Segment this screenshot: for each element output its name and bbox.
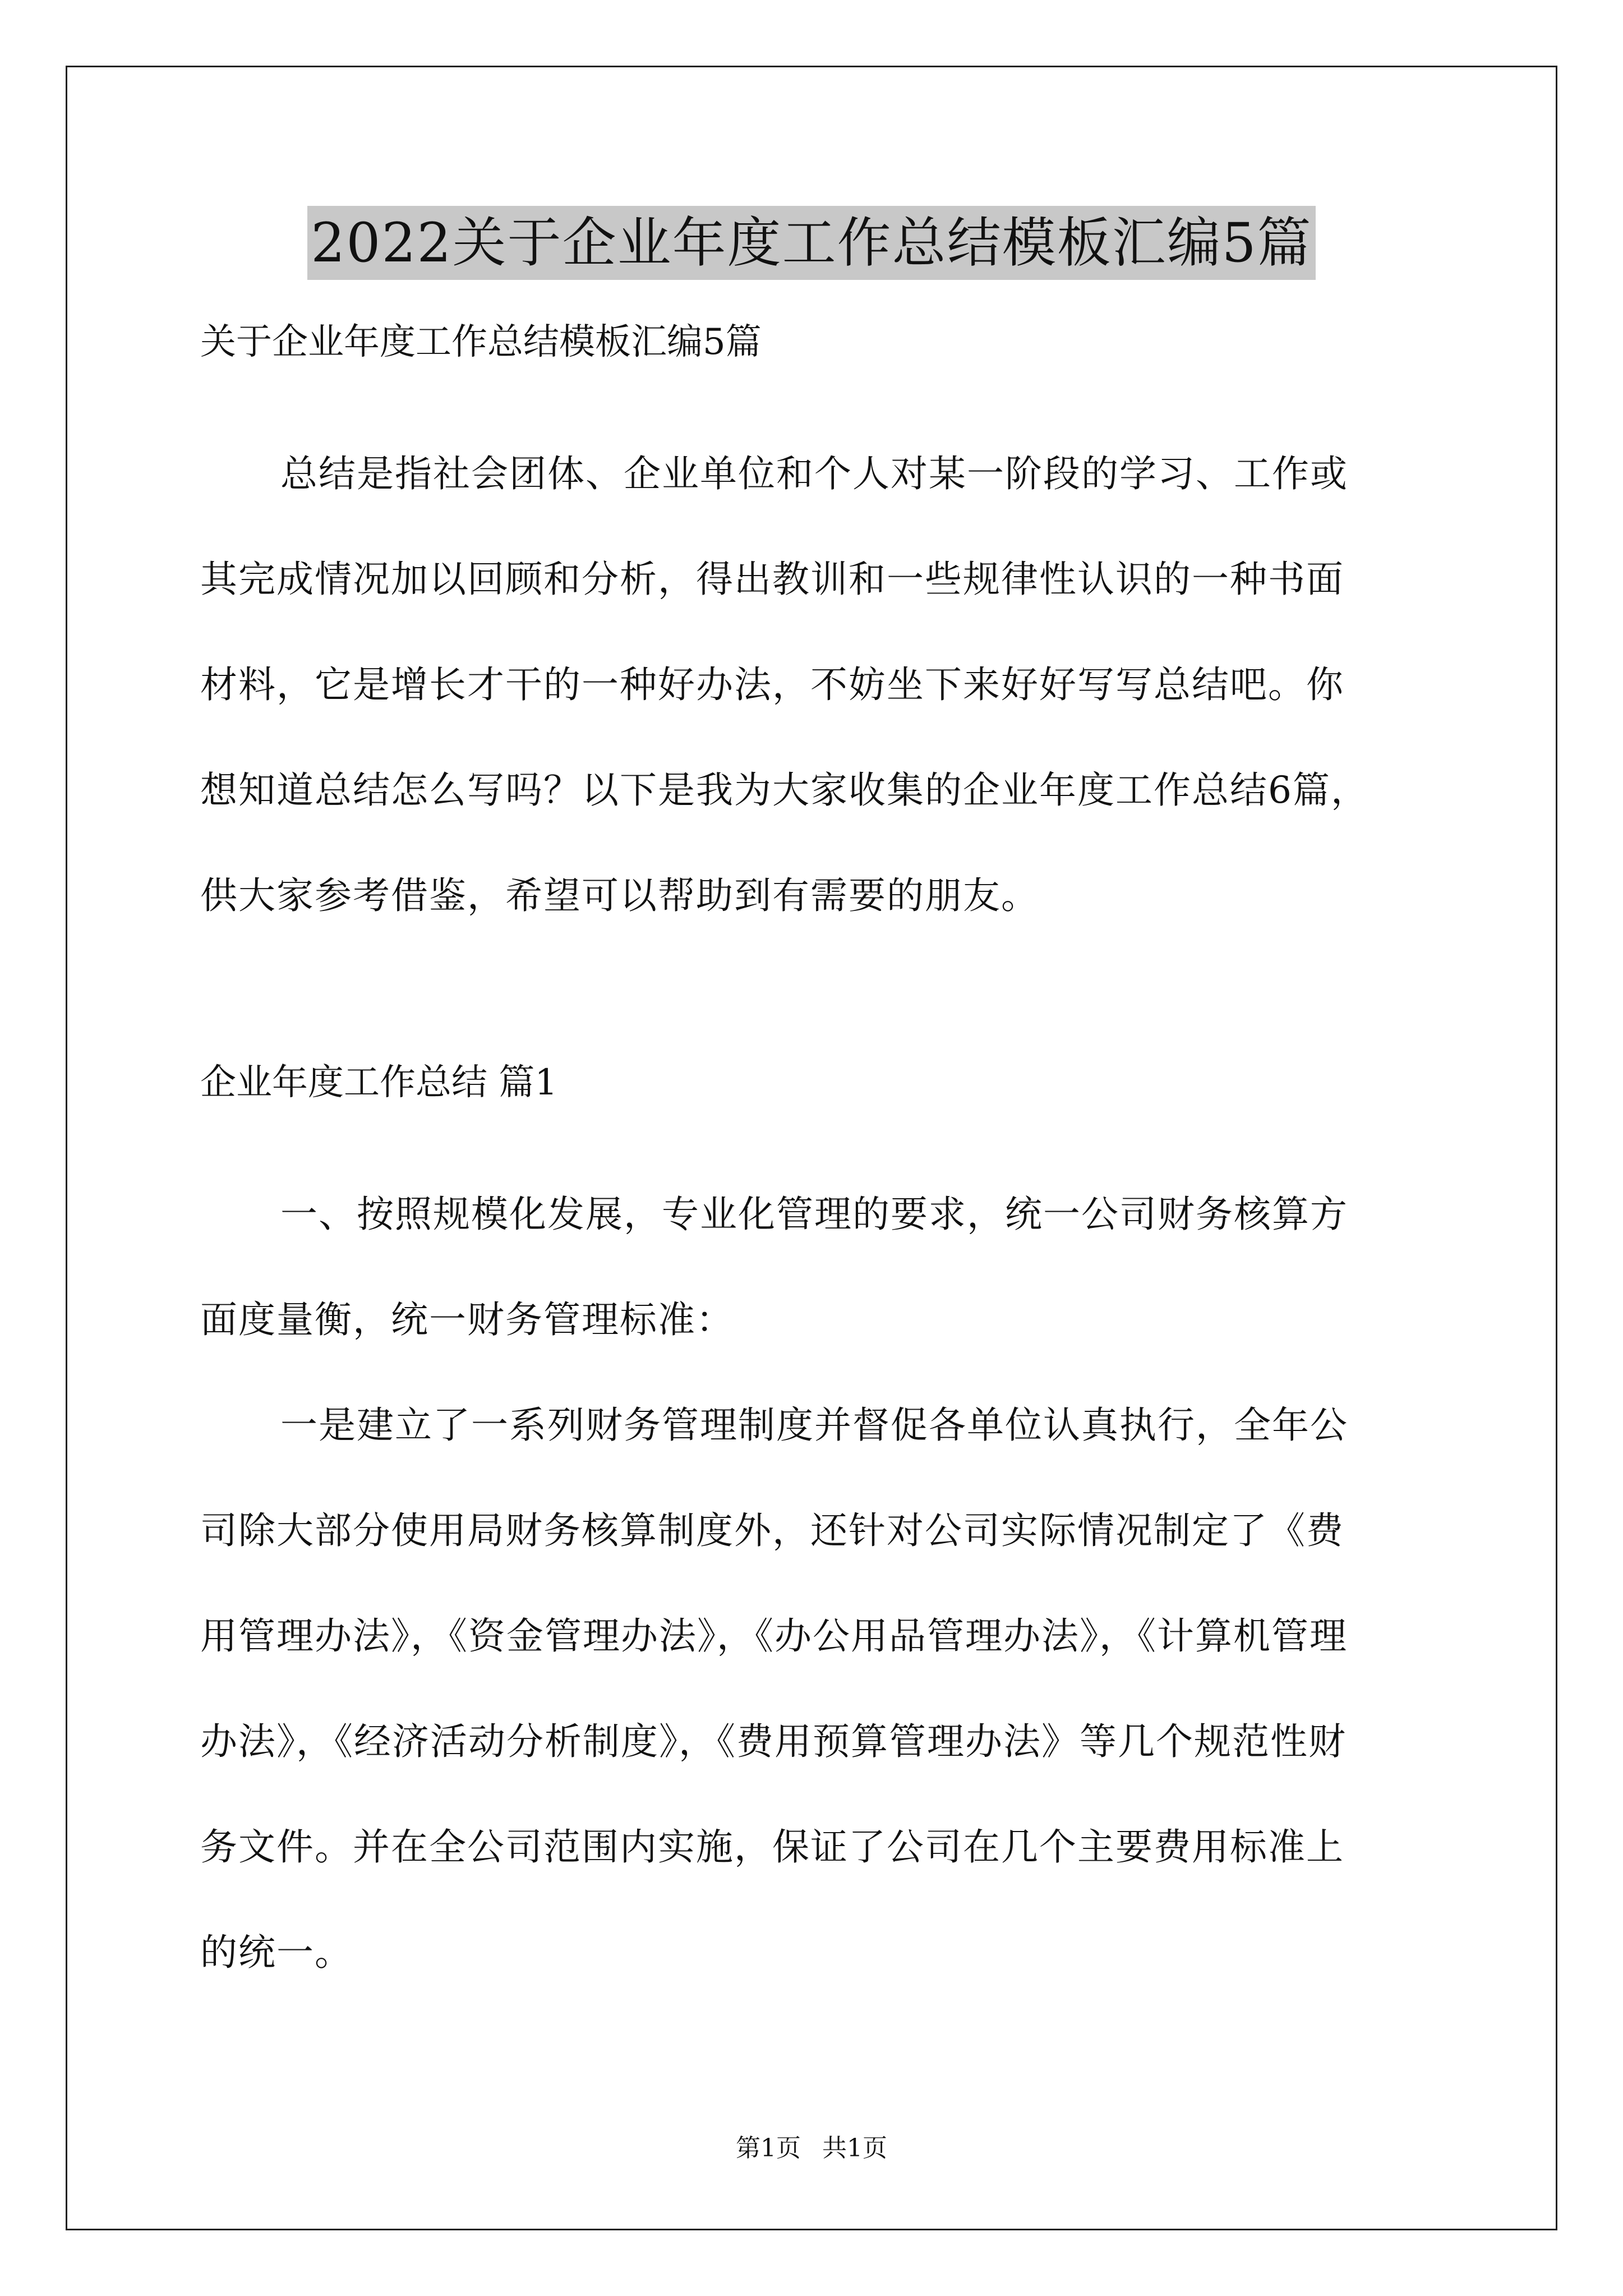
section1-para1-line-2: 面度量衡，统一财务管理标准： <box>200 1298 734 1341</box>
page-number: 第1页 <box>736 2134 801 2162</box>
title-block <box>0 206 1623 280</box>
intro-line-4: 想知道总结怎么写吗？以下是我为大家收集的企业年度工作总结6篇， <box>200 769 1369 812</box>
document-title: 2022关于企业年度工作总结模板汇编5篇 <box>307 206 1315 280</box>
section1-para2-line-4: 办法》，《经济活动分析制度》，《费用预算管理办法》等几个规范性财 <box>200 1720 1347 1763</box>
intro-line-1: 总结是指社会团体、企业单位和个人对某一阶段的学习、工作或 <box>280 452 1348 495</box>
section1-para1-line-1: 一、按照规模化发展，专业化管理的要求，统一公司财务核算方 <box>280 1193 1348 1236</box>
page-total: 共1页 <box>822 2134 887 2162</box>
page-border <box>66 66 1557 2230</box>
section1-para2-line-2: 司除大部分使用局财务核算制度外，还针对公司实际情况制定了《费 <box>200 1509 1344 1552</box>
intro-line-5: 供大家参考借鉴，希望可以帮助到有需要的朋友。 <box>200 874 1039 917</box>
section-heading: 企业年度工作总结 篇1 <box>200 1062 558 1103</box>
section1-para2-line-6: 的统一。 <box>200 1931 353 1974</box>
document-subtitle: 关于企业年度工作总结模板汇编5篇 <box>200 321 762 363</box>
intro-line-3: 材料，它是增长才干的一种好办法，不妨坐下来好好写写总结吧。你 <box>200 663 1344 706</box>
section1-para2-line-1: 一是建立了一系列财务管理制度并督促各单位认真执行，全年公 <box>280 1404 1348 1447</box>
section1-para2-line-3: 用管理办法》，《资金管理办法》，《办公用品管理办法》，《计算机管理 <box>200 1614 1348 1658</box>
section1-para2-line-5: 务文件。并在全公司范围内实施，保证了公司在几个主要费用标准上 <box>200 1825 1344 1869</box>
intro-line-2: 其完成情况加以回顾和分析，得出教训和一些规律性认识的一种书面 <box>200 558 1344 601</box>
page-footer <box>0 2132 1623 2165</box>
